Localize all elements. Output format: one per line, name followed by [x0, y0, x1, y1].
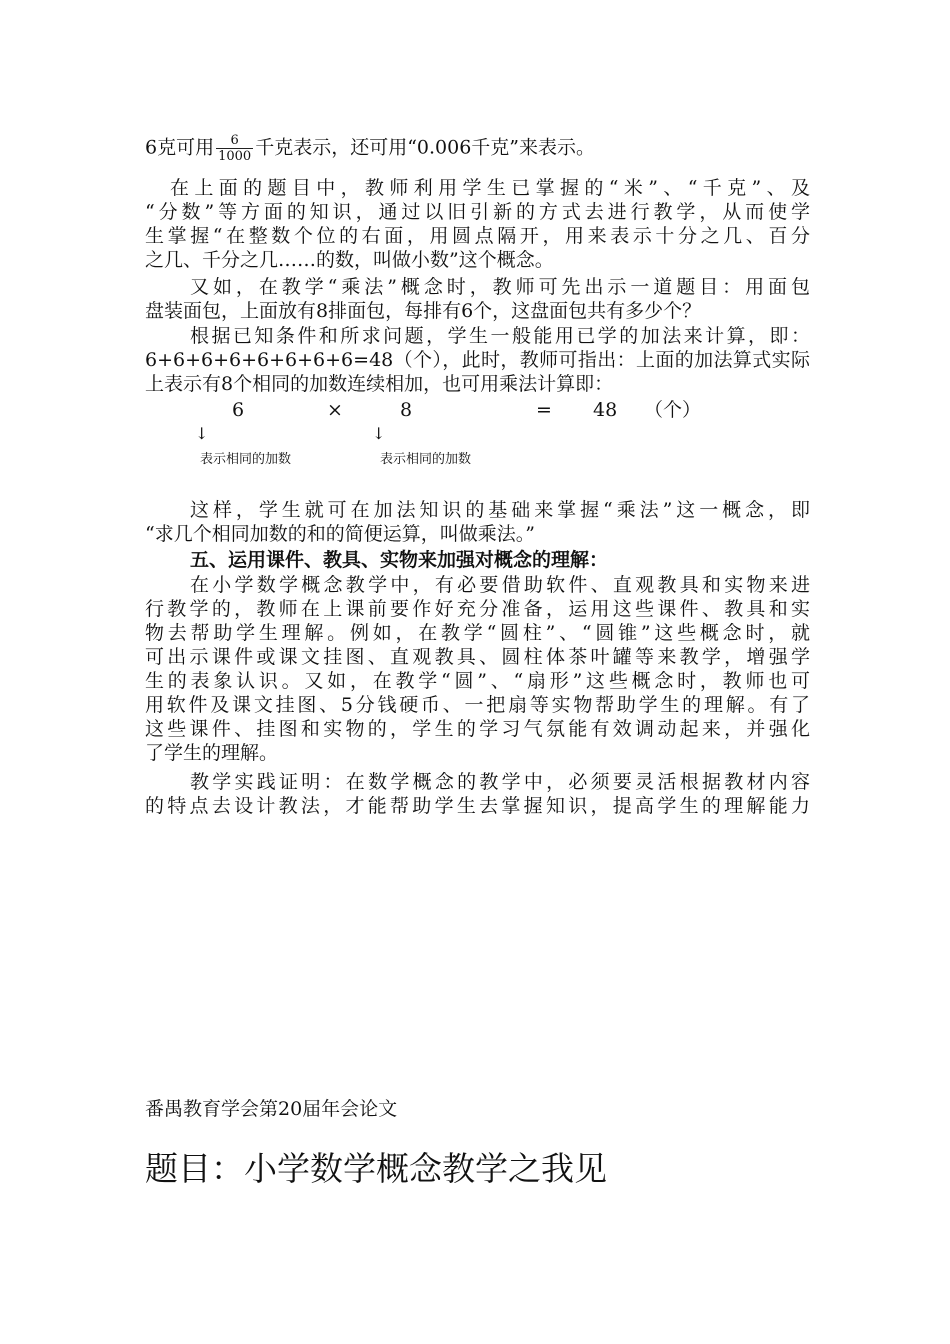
fraction-suffix: 千克表示，还可用“0.006千克”来表示。 — [255, 136, 596, 159]
paragraph-line: 教学实践证明：在数学概念的教学中，必须要灵活根据教材内容 — [190, 771, 810, 793]
equation-unit: （个） — [644, 399, 702, 421]
paragraph-line: 这样，学生就可在加法知识的基础来掌握“乘法”这一概念，即 — [190, 499, 810, 521]
fraction-prefix: 6克可用 — [145, 136, 215, 159]
fraction-denominator: 1000 — [218, 149, 252, 164]
paragraph-line: 这些课件、挂图和实物的，学生的学习气氛能有效调动起来，并强化 — [145, 718, 810, 740]
paragraph-line: 物去帮助学生理解。例如，在教学“圆柱”、“圆锥”这些概念时，就 — [145, 622, 810, 644]
equation-result: 48 — [593, 399, 618, 421]
paragraph-line: 用软件及课文挂图、5分钱硬币、一把扇等实物帮助学生的理解。有了 — [145, 694, 810, 716]
paragraph-line: “求几个相同加数的和的简便运算，叫做乘法。” — [145, 523, 535, 545]
paper-title: 题目：小学数学概念教学之我见 — [145, 1149, 607, 1188]
fraction-line — [145, 133, 810, 164]
equation-equals-sign: = — [536, 399, 552, 421]
annotation-same-addend: 表示相同的加数 — [200, 452, 292, 467]
paragraph-line: 上表示有8个相同的加数连续相加，也可用乘法计算即： — [145, 373, 614, 395]
equation-times-sign: × — [327, 399, 343, 421]
paragraph-line: 生掌握“在整数个位的右面，用圆点隔开，用来表示十分之几、百分 — [145, 225, 810, 247]
fraction — [216, 133, 253, 164]
paragraph-line: 又如，在教学“乘法”概念时，教师可先出示一道题目：用面包 — [190, 276, 810, 298]
paragraph-line: 6+6+6+6+6+6+6+6=48（个），此时，教师可指出：上面的加法算式实际 — [145, 349, 810, 371]
paragraph-line: 的特点去设计教法，才能帮助学生去掌握知识，提高学生的理解能力 — [145, 795, 810, 817]
equation-factor-a: 6 — [232, 399, 245, 421]
section-heading: 五、运用课件、教具、实物来加强对概念的理解： — [190, 549, 609, 571]
paragraph-line: 了学生的理解。 — [145, 742, 279, 764]
paragraph-line: 在上面的题目中，教师利用学生已掌握的“米”、“千克”、及 — [170, 177, 810, 199]
paragraph-line: 生的表象认识。又如，在教学“圆”、“扇形”这些概念时，教师也可 — [145, 670, 810, 692]
paragraph-line: 行教学的，教师在上课前要作好充分准备，运用这些课件、教具和实 — [145, 598, 810, 620]
fraction-numerator: 6 — [216, 133, 253, 149]
paragraph-line: 根据已知条件和所求问题，学生一般能用已学的加法来计算，即： — [190, 325, 810, 347]
down-arrow-icon: ↓ — [195, 424, 209, 443]
conference-footer: 番禺教育学会第20届年会论文 — [145, 1098, 398, 1120]
paragraph-line: “分数”等方面的知识，通过以旧引新的方式去进行教学，从而使学 — [145, 201, 810, 223]
paragraph-line: 之几、千分之几……的数，叫做小数”这个概念。 — [145, 249, 554, 271]
paragraph-line: 在小学数学概念教学中，有必要借助软件、直观教具和实物来进 — [190, 574, 810, 596]
down-arrow-icon: ↓ — [372, 424, 386, 443]
paragraph-line: 盘装面包，上面放有8排面包，每排有6个，这盘面包共有多少个？ — [145, 300, 702, 322]
paragraph-line: 可出示课件或课文挂图、直观教具、圆柱体茶叶罐等来教学，增强学 — [145, 646, 810, 668]
equation-factor-b: 8 — [400, 399, 413, 421]
annotation-same-addend: 表示相同的加数 — [380, 452, 472, 467]
